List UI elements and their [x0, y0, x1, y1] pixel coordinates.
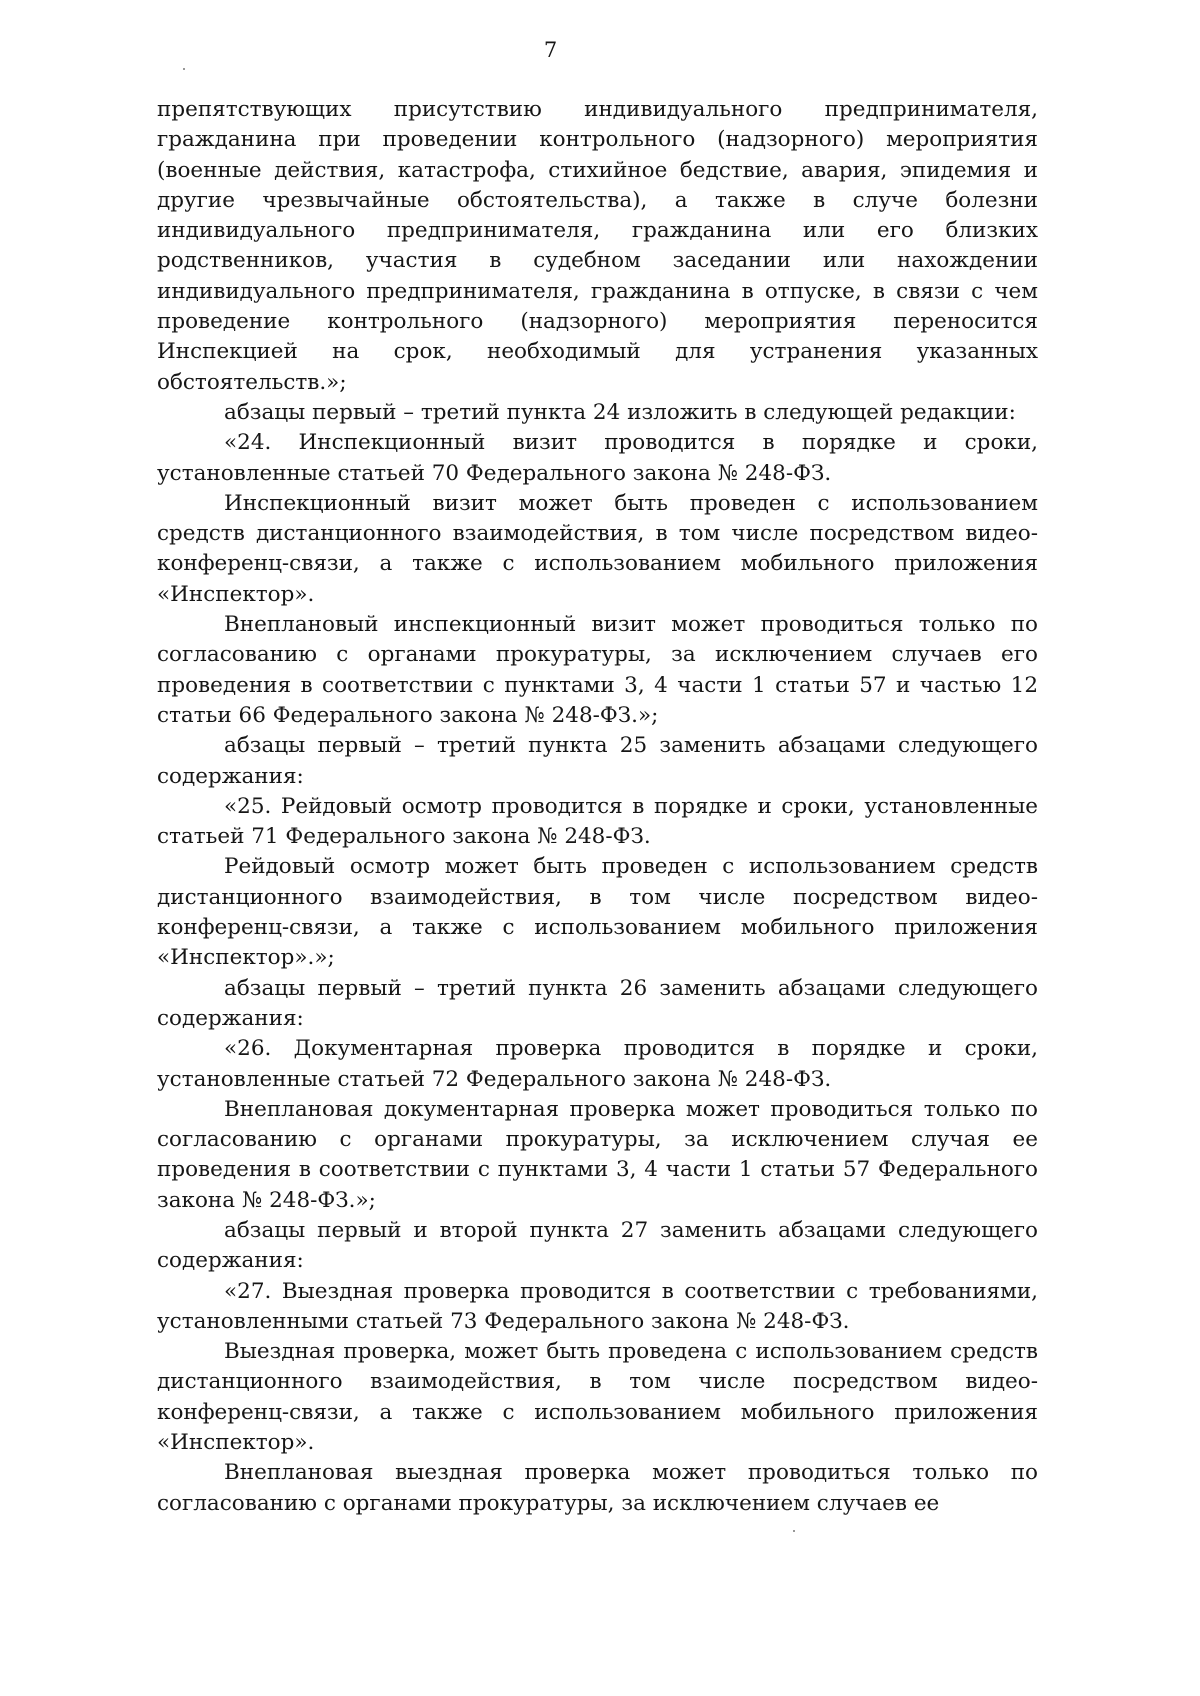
document-body — [157, 95, 1038, 1519]
paragraph: Инспекционный визит может быть проведен с использованием средств дистанционного взаимодействия, в том числе посредством видео-конференц-связи, а также с использованием мобильного приложения «Инспектор». — [157, 490, 1038, 607]
paragraph: «26. Документарная проверка проводится в порядке и сроки, установленные статьей 72 Федерального закона № 248-ФЗ. — [157, 1036, 1038, 1092]
paragraph: «24. Инспекционный визит проводится в порядке и сроки, установленные статьей 70 Федерального закона № 248-ФЗ. — [157, 430, 1038, 486]
paragraph: Внеплановая выездная проверка может проводиться только по согласованию с органами прокуратуры, за исключением случаев ее — [157, 1460, 1038, 1516]
paragraph: абзацы первый – третий пункта 26 заменить абзацами следующего содержания: — [157, 975, 1038, 1031]
paragraph: Внеплановый инспекционный визит может проводиться только по согласованию с органами прокуратуры, за исключением случаев его проведения в соответствии с пунктами 3, 4 части 1 статьи 57 и частью 12 статьи 66 Федерального закона № 248-ФЗ.»; — [157, 612, 1038, 728]
paragraph: Рейдовый осмотр может быть проведен с использованием средств дистанционного взаимодействия, в том числе посредством видео-конференц-связи, а также с использованием мобильного приложения «Инспектор».»; — [157, 854, 1038, 971]
paragraph: «27. Выездная проверка проводится в соответствии с требованиями, установленными статьей 73 Федерального закона № 248-ФЗ. — [157, 1278, 1038, 1334]
page-number: 7 — [543, 38, 558, 62]
paragraph-continuation: препятствующих присутствию индивидуального предпринимателя, гражданина при проведении контрольного (надзорного) мероприятия (военные действия, катастрофа, стихийное бедствие, авария, эпидемия и другие чрезвычайные обстоятельства), а также в случе болезни индивидуального предпринимателя, гражданина или его близких родственников, участия в судебном заседании или нахождении индивидуального предпринимателя, гражданина в отпуске, в связи с чем проведение контрольного (надзорного) мероприятия переносится Инспекцией на срок, необходимый для устранения указанных обстоятельств.»; — [157, 97, 1038, 395]
paragraph: абзацы первый – третий пункта 25 заменить абзацами следующего содержания: — [157, 733, 1038, 789]
scan-speck — [183, 68, 185, 70]
paragraph: Выездная проверка, может быть проведена с использованием средств дистанционного взаимодействия, в том числе посредством видео-конференц-связи, а также с использованием мобильного приложения «Инспектор». — [157, 1339, 1038, 1456]
paragraph: абзацы первый и второй пункта 27 заменить абзацами следующего содержания: — [157, 1217, 1038, 1274]
paragraph: «25. Рейдовый осмотр проводится в порядке и сроки, установленные статьей 71 Федерального закона № 248-ФЗ. — [157, 793, 1038, 850]
paragraph: Внеплановая документарная проверка может проводиться только по согласованию с органами прокуратуры, за исключением случая ее проведения в соответствии с пунктами 3, 4 части 1 статьи 57 Федерального закона № 248-ФЗ.»; — [157, 1096, 1038, 1213]
paragraph: абзацы первый – третий пункта 24 изложить в следующей редакции: — [224, 399, 1016, 425]
scan-speck — [793, 1530, 795, 1532]
